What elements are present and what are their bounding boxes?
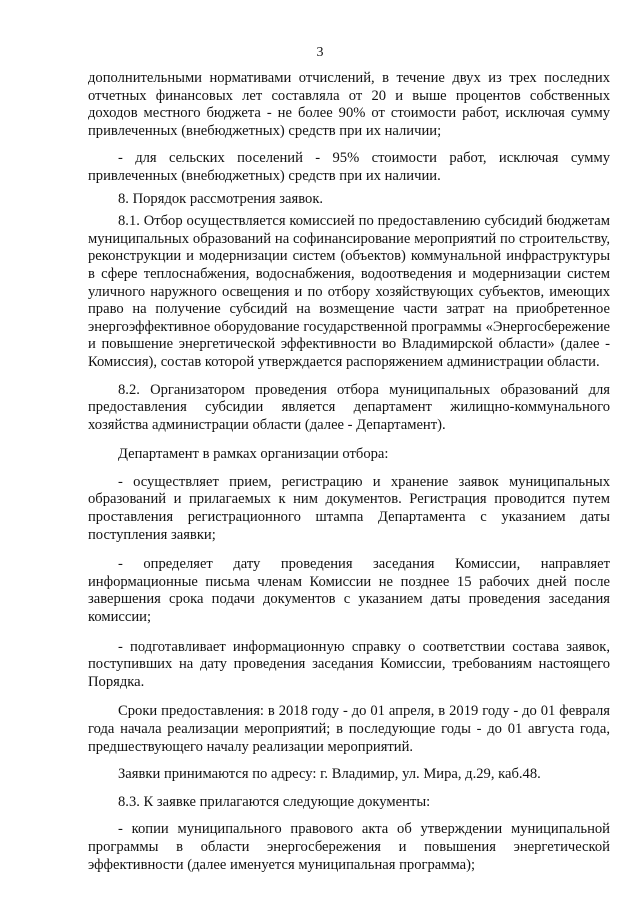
paragraph-8-1: 8.1. Отбор осуществляется комиссией по предоставлению субсидий бюджетам муниципальных образований на софинансирование мероприятий по строительству, реконструкции и модернизации систем (объектов) коммунальной инфраструктуры в сфере теплоснабжения, водоснабжения, водоотведения и модернизации систем уличного наружного освещения и по отбору хозяйствующих субъектов, имеющих право на получение субсидий на возмещение части затрат на приобретенное энергоэффективное оборудование государственной программы «Энергосбережение и повышение энергетической эффективности во Владимирской области» (далее - Комиссия), состав которой утверждается распоряжением администрации области. <box>88 213 610 370</box>
paragraph-8-3: 8.3. К заявке прилагаются следующие документы: <box>118 793 431 810</box>
paragraph-deadlines: Сроки предоставления: в 2018 году - до 01 апреля, в 2019 году - до 01 февраля года начала реализации мероприятий; в последующие годы - до 01 августа года, предшествующего началу реализации мероприятий. <box>88 703 610 755</box>
section-heading-8: 8. Порядок рассмотрения заявок. <box>118 190 324 207</box>
paragraph-address: Заявки принимаются по адресу: г. Владимир, ул. Мира, д.29, каб.48. <box>118 766 541 783</box>
document-body <box>88 70 610 879</box>
paragraph-8-2: 8.2. Организатором проведения отбора муниципальных образований для предоставления субсидии является департамент жилищно-коммунального хозяйства администрации области (далее - Департамент). <box>88 381 610 433</box>
paragraph-rural-settlements: - для сельских поселений - 95% стоимости работ, исключая сумму привлеченных (внебюджетных) средств при их наличии. <box>88 150 610 184</box>
list-item-prepares-report: - подготавливает информационную справку о соответствии состава заявок, поступивших на дату проведения заседания Комиссии, требованиям настоящего Порядка. <box>88 638 610 690</box>
page-number: 3 <box>316 45 324 60</box>
list-item-sets-meeting-date: - определяет дату проведения заседания Комиссии, направляет информационные письма членам Комиссии не позднее 15 рабочих дней после завершения срока подачи документов с указанием даты проведения заседания комиссии; <box>88 556 610 626</box>
list-item-municipal-act-copies: - копии муниципального правового акта об утверждении муниципальной программы в области энергосбережения и повышения энергетической эффективности (далее именуется муниципальная программа); <box>88 821 610 873</box>
paragraph-continuation: дополнительными нормативами отчислений, в течение двух из трех последних отчетных финансовых лет составляла от 20 и выше процентов собственных доходов местного бюджета - не более 90% от стоимости работ, исключая сумму привлеченных (внебюджетных) средств при их наличии; <box>88 70 610 139</box>
list-item-accepts-applications: - осуществляет прием, регистрацию и хранение заявок муниципальных образований и прилагаемых к ним документов. Регистрация проводится путем проставления регистрационного штампа Департамента с указанием даты поступления заявки; <box>88 473 610 543</box>
paragraph-department-intro: Департамент в рамках организации отбора: <box>118 446 389 463</box>
